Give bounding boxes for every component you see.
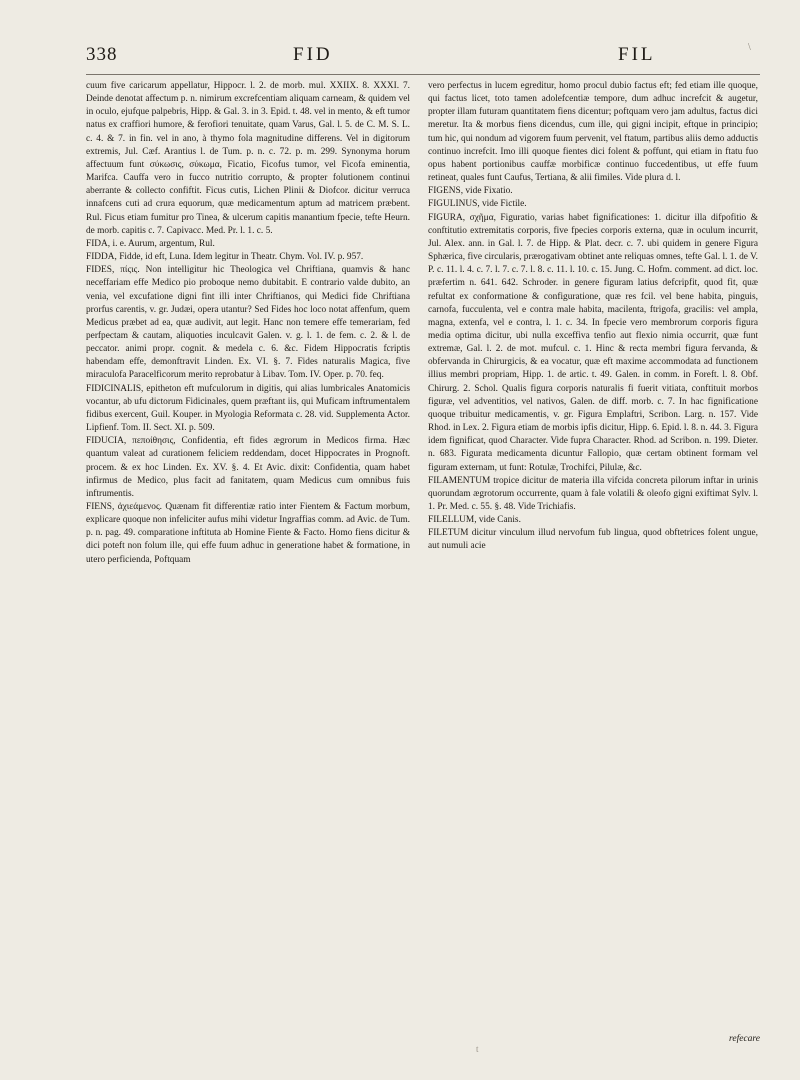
right-paragraph: FILAMENTUM tropice dicitur de materia illa vifcida concreta pilorum inftar in urinis quorundam ægrotorum occurrente, quam à fale volatili & oleofo gigni exiftimat Sylv. l. 1. Pr. Med. c. 55. §. 48. Vide Trichiafis. bbox=[428, 475, 758, 512]
header-left-word: FID bbox=[293, 44, 333, 65]
left-paragraph: FIDA, i. e. Aurum, argentum, Rul. bbox=[86, 238, 215, 249]
running-header bbox=[86, 44, 762, 70]
left-column bbox=[86, 80, 410, 567]
left-paragraph: FIDES, πίςις. Non intelligitur hic Theologica vel Chriftiana, quamvis & hanc neceffariam effe Medico pio proboque nemo dubitabit. E contrario valde dubito, an venia, vel excufatione digni fint illi inter Chriftianos, qui Medici fide Chriftiana prorfus carentis, v. gr. Judæi, opera utantur? Sed Fides hoc loco notat affenfum, quem Medicus præbet ad ea, quæ audivit, aut legit. Hanc non temere effe temerariam, fed perfpectam & cautam, aliquoties inculcavit Galen. v. g. l. 1. de fem. c. 2. & l. de peccator. animi propr. cognit. & medela c. 6. &c. Fidem Hippocratis fcriptis habendam effe, demonftravit Linden. Ex. VI. §. 7. Fides naturalis Magica, five miraculofa Paracelficorum merito reprobatur à Libav. Tom. IV. Oper. p. 70. feq. bbox=[86, 265, 410, 381]
right-paragraph: FIGENS, vide Fixatio. bbox=[428, 186, 513, 197]
right-paragraph: vero perfectus in lucem egreditur, homo procul dubio factus eft; fed etiam ille quoque, qui factus licet, toto tamen adolefcentiæ tempore, dum adhuc increfcit & augetur, propter illam futuram quantitatem fiens dicentur; poftquam vero jam adultus, factus dici meretur. Ita & morbus fiens dicendus, cum ille, qui gigni incipit, eftque in principio; tum hic, qui nondum ad vigorem fuum pervenit, vel ftatum, partibus aliis demo adductis continuo increfcit. Imo illi quoque fientes dici folent & poffunt, qui etiam in ftatu fuo opus habent portionibus cauffæ morbificæ continuo fuccedentibus, ut effe fuum retineat, quales funt Caufus, Tertiana, & alii fimiles. Vide plura d. l. bbox=[428, 81, 758, 184]
left-paragraph: FIDUCIA, πεποίθησις, Confidentia, eft fides ægrorum in Medicos firma. Hæc quantum valeat ad curationem feliciem reddendam, docet Hippocrates in Prognoft. procem. & ex hoc Linden. Ex. XV. §. 4. Et Avic. dixit: Confidentia, quam habet infirmus de Medico, plus facit ad fanitatem, quam Medicus cum omnibus fuis inftrumentis. bbox=[86, 436, 410, 499]
right-paragraph: FIGURA, σχῆμα, Figuratio, varias habet fignificationes: 1. dicitur illa difpofitio & conftitutio extremitatis corporis, five fpecies corporis externa, quæ in oculum incurrit, Jul. Alex. ann. in Gal. l. 7. de Hipp. & Plat. decr. c. 7. ubi quidem in genere Figura Sphærica, five circularis, prærogativam obtinet ante reliquas omnes, tefte Gal. l. 1. de V. P. c. 11. l. 4. c. 7. l. 7. c. 7. l. 8. c. 11. l. 10. c. 15. Jung. C. Hofm. comment. ad dict. loc. præfertim n. 641. 642. Schroder. in genere figuram latius defcripfit, quod fit, quæ refultat ex conformatione & configuratione, quæ res fcil. vel bene habita, pinguis, carnofa, fucculenta, vel e contra male habita, macilenta, ftrigofa, gracilis: vel ampla, magna, extenfa, vel e contra, l. 1. c. 34. In fpecie vero membrorum corporis figura media optima dicitur, ubi nulla exceffiva tenfio aut flexio nimia occurrit, quæ funt extremæ, Gal. l. 2. de mot. mufcul. c. 1. Hinc & recta membri figura fervanda, & obfervanda in Chirurgicis, & ea vocatur, quæ eft maxime accommodata ad functionem illius membri propriam, Hipp. 1. de artic. t. 49. Galen. in comm. in Foreft. l. 8. Obf. Chirurg. 2. Schol. Qualis figura corporis naturalis fi fuerit vitiata, conftituit morbos figuræ, vel adventitios, vel nativos, Galen. de diff. morb. c. 7. In hac fignificatione quoque tribuitur medicamentis, v. gr. Figura Emplaftri, Scribon. Larg. n. 157. Vide Rhod. in Lex. 2. Figura etiam de morbis ipfis dicitur, Hipp. 6. Epid. l. 8. n. 44. 3. Figura idem fignificat, quod Character. Vide fupra Character. Rhod. ad Scribon. n. 199. Dieter. n. 683. Figurata medicamenta dicuntur Fallopio, quæ certam obtinent formam vel figuram externam, ut funt: Rotulæ, Trochifci, Pilulæ, &c. bbox=[428, 212, 758, 473]
left-paragraph: FIENS, ἀχιεάμενος. Quænam fit differentiæ ratio inter Fientem & Factum morbum, explicare quoque non infeliciter aufus mihi videtur Ingraffias comm. ad Avic. de Tum. p. n. pag. 49. comparatione inftituta ab Homine Fiente & Facto. Homo fiens dicitur & dici poteft non folum ille, qui effe fuum adhuc in generatione habet & formatione, in utero perficienda, Poftquam bbox=[86, 502, 410, 565]
left-paragraph: FIDICINALIS, epitheton eft mufculorum in digitis, qui alias lumbricales Anatomicis vocantur, ab ufu dictorum Fidicinales, quem præftant iis, qui Muficam inftrumentalem fidibus exercent, Guil. Kouper. in Myologia Reformata c. 28. vid. Supplementa Actor. Lipfienf. Tom. II. Sect. XI. p. 509. bbox=[86, 383, 410, 434]
header-rule bbox=[86, 74, 760, 75]
right-paragraph: FIGULINUS, vide Fictile. bbox=[428, 199, 527, 210]
right-paragraph: FILETUM dicitur vinculum illud nervofum fub lingua, quod obftetrices folent ungue, aut numuli acie bbox=[428, 528, 758, 552]
bottom-mark: t bbox=[476, 1044, 479, 1054]
left-paragraph: cuum five caricarum appellatur, Hippocr. l. 2. de morb. mul. XXIIX. 8. XXXI. 7. Deinde denotat affectum p. n. nimirum excrefcentiam aliquam carneam, & quidem vel in oculo, ejufque palpebris, Hipp. & Gal. 3. in 3. Epid. t. 48. vel in mento, & eft tumor natus ex craffiori humore, & ferofiori tenuitate, quam Varus, Gal. l. 5. de C. M. S. L. c. 4. & 7. in fin. vel in ano, à thymo fola magnitudine differens. Vel in digitorum extremis, Jul. Cæf. Arantius l. de Tum. p. n. c. 72. p. m. 299. Synonyma horum affectuum funt σύκωσις, σύκωμα, Ficatio, Ficofus tumor, vel Ficofa eminentia, Marifca. Cauffa vero in fucco nutritio corrupto, & propter folutionem continui aberrante & collecto confiftit. Ficus cutis, Lichen Plinii & Diofcor. dicitur verruca innafcens cuti ad crura equorum, quæ medicamentum aptum ad matricem præbent. Rul. Ficus etiam fumitur pro Tinea, & ulcerum capitis manantium fpecie, tefte Heurn. de morb. capitis c. 7. Capivacc. Med. Pr. l. 1. c. 5. bbox=[86, 81, 410, 236]
catchword: refecare bbox=[729, 1034, 760, 1044]
left-paragraph: FIDDA, Fidde, id eft, Luna. Idem legitur in Theatr. Chym. Vol. IV. p. 957. bbox=[86, 252, 364, 263]
right-column bbox=[428, 80, 758, 554]
margin-mark: \ bbox=[748, 42, 751, 53]
header-right-word: FIL bbox=[618, 44, 656, 65]
page-number: 338 bbox=[86, 44, 118, 65]
right-paragraph: FILELLUM, vide Canis. bbox=[428, 515, 521, 526]
